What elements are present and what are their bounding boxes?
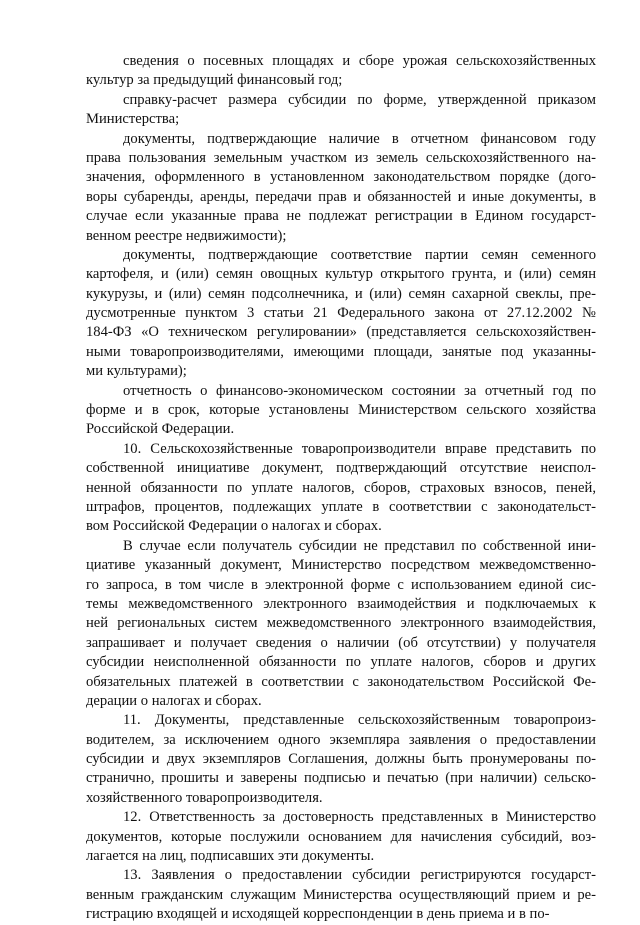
text-line: справку-расчет размера субсидии по форме, утвержденной приказом bbox=[123, 91, 596, 108]
paragraph-p7 bbox=[86, 537, 596, 712]
text-line: документы, подтверждающие соответствие партии семян семенного bbox=[123, 246, 596, 263]
text-line: воры субаренды, аренды, передачи прав и обязанностей и иные документы, в bbox=[86, 188, 596, 205]
text-line: Министерства; bbox=[86, 111, 180, 128]
text-line: ными товаропроизводителями, имеющими площади, занятые под указанны- bbox=[86, 343, 596, 360]
text-line: ней региональных систем межведомственного электронного взаимодействия, bbox=[86, 615, 596, 632]
paragraph-p2 bbox=[86, 91, 596, 130]
text-line: сведения о посевных площадях и сборе урожая сельскохозяйственных bbox=[123, 53, 596, 69]
text-line: права пользования земельным участком из земель сельскохозяйственного на- bbox=[86, 149, 596, 166]
text-line: культур за предыдущий финансовый год; bbox=[86, 72, 343, 89]
text-line: Российской Федерации. bbox=[86, 421, 235, 438]
text-line: венном реестре недвижимости); bbox=[86, 227, 287, 244]
text-line: 11. Документы, представленные сельскохозяйственным товаропроиз- bbox=[123, 712, 596, 729]
text-line: форме и в срок, которые установлены Министерством сельского хозяйства bbox=[86, 402, 596, 419]
text-line: кукурузы, и (или) семян подсолнечника, и (или) семян сахарной свеклы, пре- bbox=[86, 285, 596, 302]
text-line: обязательных платежей в соответствии с законодательством Российской Фе- bbox=[86, 673, 596, 690]
text-line: значения, оформленного в установленном законодательством порядке (дого- bbox=[86, 169, 596, 186]
text-line: штрафов, процентов, подлежащих уплате в соответствии с законодательст- bbox=[86, 498, 596, 515]
text-line: дусмотренные пунктом 3 статьи 21 Федерального закона от 27.12.2002 № bbox=[86, 305, 596, 322]
text-line: хозяйственного товаропроизводителя. bbox=[86, 789, 323, 806]
text-line: запрашивает и получает сведения о наличии (об отсутствии) у получателя bbox=[86, 634, 596, 651]
text-line: 12. Ответственность за достоверность представленных в Министерство bbox=[123, 809, 596, 826]
text-line: 13. Заявления о предоставлении субсидии регистрируются государст- bbox=[123, 867, 596, 884]
paragraph-p4 bbox=[86, 246, 596, 382]
text-line: документов, которые послужили основанием для начисления субсидий, воз- bbox=[86, 828, 596, 845]
paragraph-p5 bbox=[86, 382, 596, 440]
text-line: отчетность о финансово-экономическом состоянии за отчетный год по bbox=[123, 382, 596, 399]
paragraph-p1 bbox=[86, 52, 596, 91]
text-line: вом Российской Федерации о налогах и сборах. bbox=[86, 518, 382, 535]
text-line: дерации о налогах и сборах. bbox=[86, 692, 262, 709]
text-line: ненной обязанности по уплате налогов, сборов, страховых взносов, пеней, bbox=[86, 479, 596, 496]
text-line: темы межведомственного электронного взаимодействия и подключаемых к bbox=[86, 595, 596, 612]
text-line: документы, подтверждающие наличие в отчетном финансовом году bbox=[123, 130, 596, 147]
text-line: собственной инициативе документ, подтверждающий отсутствие неиспол- bbox=[86, 460, 596, 477]
text-line: случае если указанные права не подлежат регистрации в Едином государст- bbox=[86, 208, 596, 225]
text-line: гистрацию входящей и исходящей корреспонденции в день приема и в по- bbox=[86, 906, 550, 923]
text-line: 10. Сельскохозяйственные товаропроизводители вправе представить по bbox=[123, 440, 596, 457]
paragraph-p9 bbox=[86, 808, 596, 866]
text-line: го запроса, в том числе в электронной форме с использованием единой сис- bbox=[86, 576, 596, 593]
text-line: странично, прошиты и заверены подписью и печатью (при наличии) сельско- bbox=[86, 770, 596, 787]
text-line: водителем, за исключением одного экземпляра заявления о предоставлении bbox=[86, 731, 596, 748]
paragraph-p8 bbox=[86, 711, 596, 808]
text-line: субсидии неисполненной обязанности по уплате налогов, сборов и других bbox=[86, 654, 596, 671]
text-line: ми культурами); bbox=[86, 363, 187, 380]
text-line: венным гражданским служащим Министерства осуществляющий прием и ре- bbox=[86, 886, 596, 903]
text-line: циативе указанный документ, Министерство посредством межведомственно- bbox=[86, 557, 596, 574]
text-line: лагается на лиц, подписавших эти документы. bbox=[86, 848, 375, 865]
document-body bbox=[86, 52, 596, 925]
paragraph-p10 bbox=[86, 866, 596, 924]
text-line: картофеля, и (или) семян овощных культур открытого грунта, и (или) семян bbox=[86, 266, 596, 283]
text-line: В случае если получатель субсидии не представил по собственной ини- bbox=[123, 537, 596, 554]
text-line: 184-ФЗ «О техническом регулировании» (представляется сельскохозяйствен- bbox=[86, 324, 596, 341]
paragraph-p6 bbox=[86, 440, 596, 537]
paragraph-p3 bbox=[86, 130, 596, 246]
text-line: субсидии и двух экземпляров Соглашения, должны быть пронумерованы по- bbox=[86, 751, 596, 768]
